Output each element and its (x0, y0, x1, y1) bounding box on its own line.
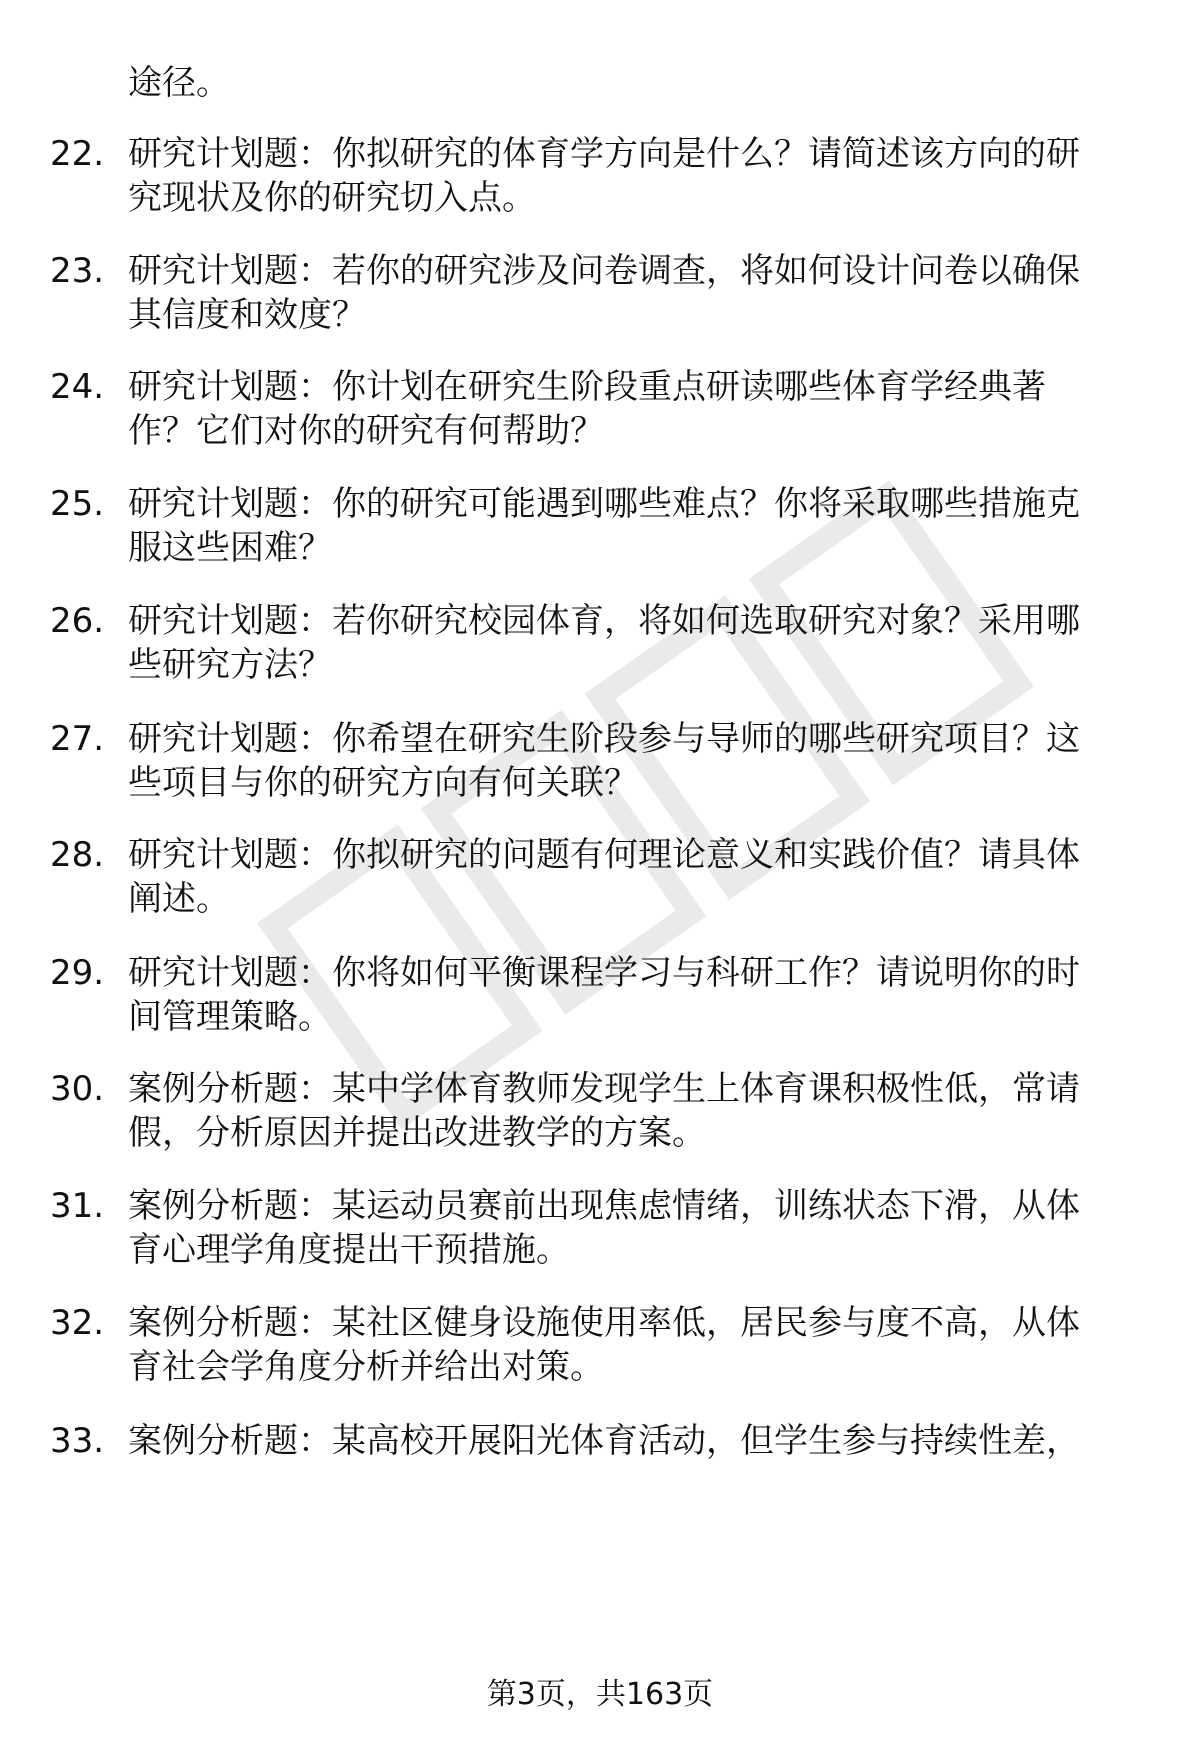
question-number: 25. (50, 484, 105, 524)
question-text-line: 研究计划题：若你的研究涉及问卷调查，将如何设计问卷以确保 (128, 251, 1080, 291)
question-number: 31. (50, 1186, 105, 1226)
question-text-line: 案例分析题：某中学体育教师发现学生上体育课积极性低，常请 (128, 1069, 1080, 1109)
question-text-line: 些研究方法？ (128, 645, 332, 685)
question-text-line: 研究计划题：你计划在研究生阶段重点研读哪些体育学经典著 (128, 367, 1046, 407)
question-text-line: 育社会学角度分析并给出对策。 (128, 1347, 604, 1387)
question-text-line: 究现状及你的研究切入点。 (128, 178, 536, 218)
intro-line: 途径。 (128, 63, 230, 103)
question-text-line: 假，分析原因并提出改进教学的方案。 (128, 1113, 706, 1153)
question-number: 33. (50, 1421, 105, 1461)
question-text-line: 研究计划题：你希望在研究生阶段参与导师的哪些研究项目？这 (128, 719, 1080, 759)
page-footer: 第3页，共163页 (486, 1677, 714, 1712)
watermark (200, 470, 1100, 1170)
question-number: 23. (50, 251, 105, 291)
question-number: 29. (50, 953, 105, 993)
question-text-line: 案例分析题：某运动员赛前出现焦虑情绪，训练状态下滑，从体 (128, 1186, 1080, 1226)
question-number: 28. (50, 835, 105, 875)
question-text-line: 些项目与你的研究方向有何关联？ (128, 763, 638, 803)
question-text-line: 育心理学角度提出干预措施。 (128, 1230, 570, 1270)
question-text-line: 研究计划题：你拟研究的问题有何理论意义和实践价值？请具体 (128, 835, 1080, 875)
question-number: 24. (50, 367, 105, 407)
question-number: 22. (50, 134, 105, 174)
question-number: 32. (50, 1303, 105, 1343)
question-text-line: 研究计划题：若你研究校园体育，将如何选取研究对象？采用哪 (128, 601, 1080, 641)
question-text-line: 研究计划题：你的研究可能遇到哪些难点？你将采取哪些措施克 (128, 484, 1080, 524)
question-text-line: 其信度和效度？ (128, 295, 366, 335)
question-text-line: 服这些困难？ (128, 528, 332, 568)
question-text-line: 作？它们对你的研究有何帮助？ (128, 411, 604, 451)
question-number: 26. (50, 601, 105, 641)
question-number: 27. (50, 719, 105, 759)
question-text-line: 阐述。 (128, 879, 230, 919)
question-number: 30. (50, 1069, 105, 1109)
question-text-line: 研究计划题：你拟研究的体育学方向是什么？请简述该方向的研 (128, 134, 1080, 174)
question-text-line: 案例分析题：某社区健身设施使用率低，居民参与度不高，从体 (128, 1303, 1080, 1343)
question-text-line: 研究计划题：你将如何平衡课程学习与科研工作？请说明你的时 (128, 953, 1080, 993)
question-text-line: 间管理策略。 (128, 997, 332, 1037)
question-text-line: 案例分析题：某高校开展阳光体育活动，但学生参与持续性差， (128, 1421, 1080, 1461)
